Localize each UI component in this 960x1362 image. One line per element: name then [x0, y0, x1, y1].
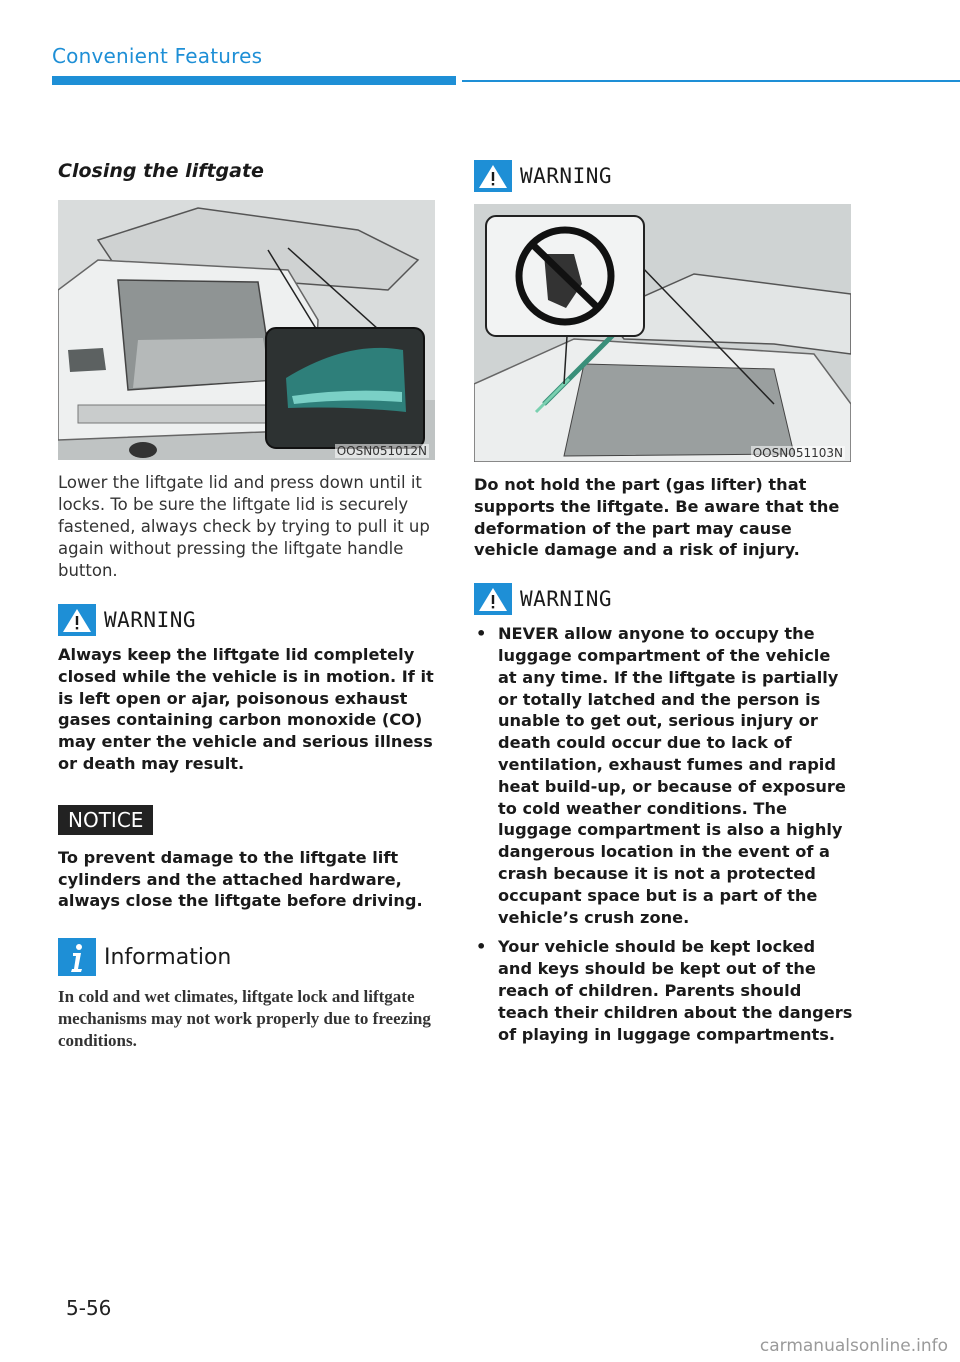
warning-triangle-icon — [58, 604, 96, 636]
left-column — [58, 158, 438, 1052]
header-rule-thin — [462, 80, 960, 82]
list-item: • NEVER allow anyone to occupy the luggage compartment of the vehicle at any time. If the liftgate is partially or totally latched and the person is unable to get out, serious injury or death could occur due to lack of ventilation, exhaust fumes and rapid heat build-up, or because of exposure to cold weather conditions. The luggage compartment is also a highly dangerous location in the event of a crash because it is not a protected occupant space but is a part of the vehicle’s crush zone. — [474, 623, 854, 928]
liftgate-closing-illustration — [58, 200, 435, 460]
information-text: In cold and wet climates, liftgate lock and liftgate mechanisms may not work properly due to freezing conditions. — [58, 987, 431, 1051]
car-rear-drawing — [58, 200, 435, 460]
gas-lifter-illustration — [474, 204, 851, 462]
notice-text: To prevent damage to the liftgate lift cylinders and the attached hardware, always close the liftgate before driving. — [58, 847, 423, 911]
watermark: carmanualsonline.info — [759, 1336, 948, 1356]
notice-label: NOTICE — [58, 805, 153, 835]
gas-lifter-warning-text: Do not hold the part (gas lifter) that supports the liftgate. Be aware that the deformation of the part may cause vehicle damage and a risk of injury. — [474, 475, 840, 560]
section-title: Closing the liftgate — [58, 160, 264, 182]
chapter-title: Convenient Features — [52, 44, 263, 68]
warning-label: WARNING — [520, 587, 613, 612]
page-number: 5-56 — [66, 1296, 112, 1320]
information-heading — [58, 938, 438, 976]
figure-code: OOSN051012N — [336, 444, 427, 458]
header-rule-thick — [52, 76, 456, 85]
warning-triangle-icon — [474, 160, 512, 192]
right-column — [474, 158, 854, 1053]
luggage-warning-list — [474, 623, 854, 1045]
figure-code: OOSN051103N — [752, 446, 843, 460]
list-item: • Your vehicle should be kept locked and keys should be kept out of the reach of children. Parents should teach their children about the dangers of playing in luggage compartments. — [474, 936, 854, 1045]
information-icon — [58, 938, 96, 976]
information-label: Information — [104, 944, 232, 970]
warning-triangle-icon — [474, 583, 512, 615]
closing-instructions: Lower the liftgate lid and press down until it locks. To be sure the liftgate lid is securely fastened, always check by trying to pull it up again without pressing the liftgate handle button. — [58, 473, 430, 580]
warning-label: WARNING — [520, 164, 613, 188]
warning-heading — [58, 604, 438, 636]
warning-label: WARNING — [104, 608, 197, 632]
gas-lifter-drawing — [474, 204, 851, 462]
warning-heading — [474, 583, 854, 615]
warning-text: Always keep the liftgate lid completely closed while the vehicle is in motion. If it is left open or ajar, poisonous exhaust gases containing carbon monoxide (CO) may enter the vehicle and serious illness or death may result. — [58, 645, 434, 773]
warning-heading — [474, 160, 854, 192]
